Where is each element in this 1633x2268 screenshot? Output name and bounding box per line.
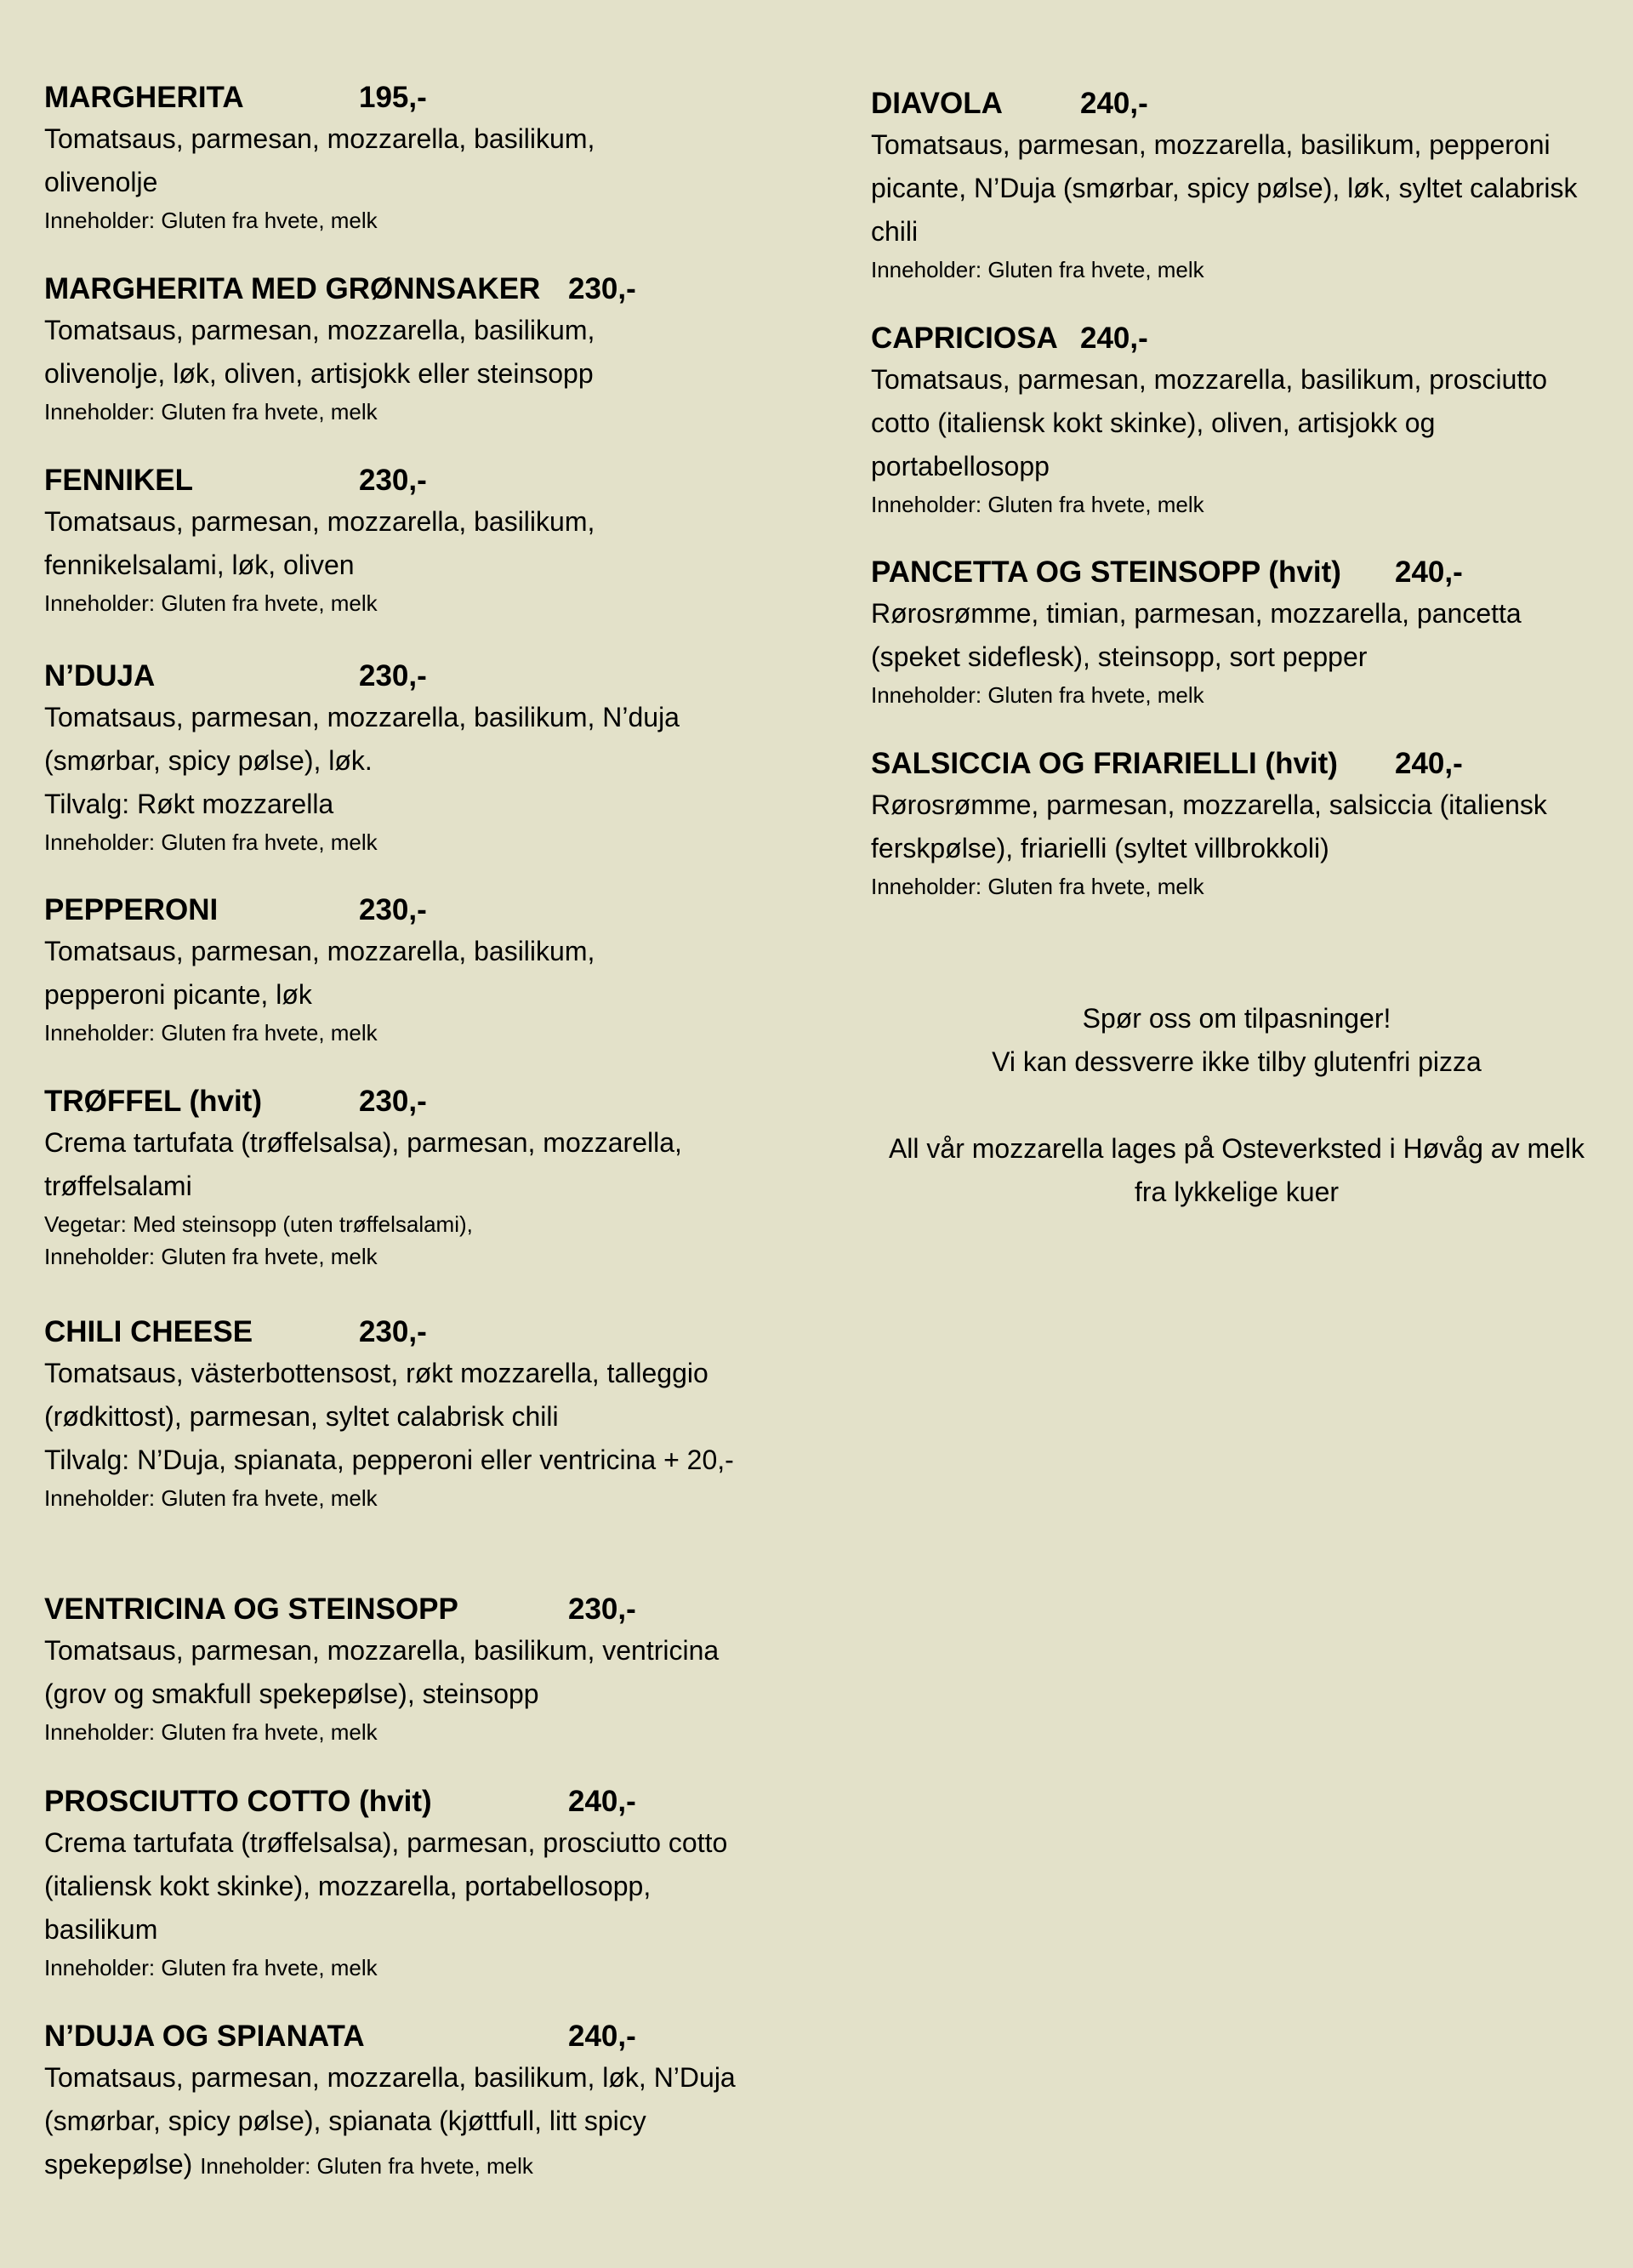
item-price: 230,- — [359, 1315, 427, 1348]
item-name: MARGHERITA — [44, 81, 244, 114]
item-name: SALSICCIA OG FRIARIELLI (hvit) — [871, 747, 1338, 780]
item-description: Crema tartufata (trøffelsalsa), parmesan, prosciutto cotto (italiensk kokt skinke), mozzarella, portabellosopp, basilikum — [44, 1827, 728, 1945]
item-description: Crema tartufata (trøffelsalsa), parmesan, mozzarella, trøffelsalami — [44, 1127, 682, 1201]
item-price: 240,- — [1080, 322, 1148, 355]
item-name: DIAVOLA — [871, 87, 1003, 120]
item-description — [44, 2056, 750, 2188]
item-name: CAPRICIOSA — [871, 322, 1058, 355]
item-description: Tomatsaus, parmesan, mozzarella, basilikum, prosciutto cotto (italiensk kokt skinke), oliven, artisjokk og portabellosopp — [871, 364, 1547, 482]
item-price: 230,- — [359, 1085, 427, 1118]
item-allergens: Inneholder: Gluten fra hvete, melk — [44, 208, 378, 233]
item-allergens: Inneholder: Gluten fra hvete, melk — [44, 1485, 378, 1511]
item-allergens: Inneholder: Gluten fra hvete, melk — [871, 257, 1204, 282]
item-allergens: Inneholder: Gluten fra hvete, melk — [44, 590, 378, 616]
menu-item-pepperoni — [44, 891, 691, 1049]
notice-customization: Spør oss om tilpasninger! — [1082, 1003, 1391, 1034]
item-name: PANCETTA OG STEINSOPP (hvit) — [871, 556, 1341, 589]
item-description: Tomatsaus, parmesan, mozzarella, basilikum, pepperoni picante, løk — [44, 936, 595, 1010]
item-allergens: Inneholder: Gluten fra hvete, melk — [44, 1955, 378, 1980]
item-name: CHILI CHEESE — [44, 1315, 253, 1348]
item-description-text: Tomatsaus, parmesan, mozzarella, basilikum, løk, N’Duja (smørbar, spicy pølse), spianata (kjøttfull, litt spicy spekepølse) — [44, 2062, 736, 2180]
item-name: PEPPERONI — [44, 893, 219, 926]
item-allergens: Inneholder: Gluten fra hvete, melk — [44, 829, 378, 855]
item-description: Tomatsaus, parmesan, mozzarella, basilikum, olivenolje — [44, 123, 595, 197]
item-price: 240,- — [1395, 747, 1463, 780]
item-allergens: Inneholder: Gluten fra hvete, melk — [200, 2153, 533, 2179]
item-description: Tomatsaus, parmesan, mozzarella, basilikum, ventricina (grov og smakfull spekepølse), steinsopp — [44, 1635, 720, 1709]
item-price: 240,- — [1080, 87, 1148, 120]
item-price: 230,- — [359, 893, 427, 926]
menu-item-margherita-med-gronnsaker — [44, 270, 691, 428]
item-allergens: Inneholder: Gluten fra hvete, melk — [44, 1719, 378, 1745]
item-name: FENNIKEL — [44, 464, 193, 497]
item-price: 195,- — [359, 81, 427, 114]
item-description: Tomatsaus, västerbottensost, røkt mozzarella, talleggio (rødkittost), parmesan, syltet calabrisk chili — [44, 1358, 708, 1432]
item-allergens: Inneholder: Gluten fra hvete, melk — [44, 1244, 378, 1269]
item-allergens: Inneholder: Gluten fra hvete, melk — [44, 1020, 378, 1046]
menu-item-nduja — [44, 657, 742, 858]
notice-mozzarella: All vår mozzarella lages på Osteverksted i Høvåg av melk fra lykkelige kuer — [888, 1133, 1585, 1207]
item-description: Tomatsaus, parmesan, mozzarella, basilikum, olivenolje, løk, oliven, artisjokk eller steinsopp — [44, 315, 595, 389]
item-allergens: Inneholder: Gluten fra hvete, melk — [871, 492, 1204, 517]
menu-item-prosciutto-cotto — [44, 1782, 750, 1984]
item-name: MARGHERITA MED GRØNNSAKER — [44, 272, 541, 305]
menu-item-nduja-og-spianata — [44, 2017, 750, 2188]
menu-item-troffel — [44, 1082, 750, 1273]
item-description: Rørosrømme, timian, parmesan, mozzarella, pancetta (speket sideflesk), steinsopp, sort pepper — [871, 598, 1522, 672]
item-vegetarian-note: Vegetar: Med steinsopp (uten trøffelsalami), — [44, 1211, 473, 1237]
item-price: 230,- — [359, 659, 427, 692]
menu-item-pancetta-og-steinsopp — [871, 553, 1602, 711]
item-allergens: Inneholder: Gluten fra hvete, melk — [871, 874, 1204, 899]
item-description: Tomatsaus, parmesan, mozzarella, basilikum, N’duja (smørbar, spicy pølse), løk. — [44, 702, 680, 776]
item-allergens: Inneholder: Gluten fra hvete, melk — [44, 399, 378, 425]
menu-item-capriciosa — [871, 319, 1602, 521]
item-price: 240,- — [568, 2020, 636, 2053]
menu-item-salsiccia-og-friarielli — [871, 744, 1602, 903]
menu-item-fennikel — [44, 461, 691, 619]
item-description: Rørosrømme, parmesan, mozzarella, salsiccia (italiensk ferskpølse), friarielli (syltet villbrokkoli) — [871, 789, 1547, 863]
item-name: N’DUJA — [44, 659, 156, 692]
customer-notice — [871, 997, 1602, 1214]
item-addon: Tilvalg: N’Duja, spianata, pepperoni eller ventricina + 20,- — [44, 1445, 734, 1475]
notice-gluten-free: Vi kan dessverre ikke tilby glutenfri pizza — [992, 1046, 1482, 1077]
item-price: 240,- — [1395, 556, 1463, 589]
item-price: 240,- — [568, 1785, 636, 1818]
item-name: VENTRICINA OG STEINSOPP — [44, 1593, 458, 1626]
item-name: N’DUJA OG SPIANATA — [44, 2020, 365, 2053]
item-allergens: Inneholder: Gluten fra hvete, melk — [871, 682, 1204, 708]
item-description: Tomatsaus, parmesan, mozzarella, basilikum, fennikelsalami, løk, oliven — [44, 506, 595, 580]
item-description: Tomatsaus, parmesan, mozzarella, basilikum, pepperoni picante, N’Duja (smørbar, spicy pølse), løk, syltet calabrisk chili — [871, 129, 1578, 247]
menu-item-chili-cheese — [44, 1313, 750, 1514]
item-name: TRØFFEL (hvit) — [44, 1085, 262, 1118]
item-price: 230,- — [359, 464, 427, 497]
menu-item-ventricina-og-steinsopp — [44, 1590, 776, 1748]
menu-item-diavola — [871, 84, 1602, 286]
item-price: 230,- — [568, 1593, 636, 1626]
item-addon: Tilvalg: Røkt mozzarella — [44, 789, 334, 819]
item-price: 230,- — [568, 272, 636, 305]
menu-item-margherita — [44, 78, 691, 236]
item-name: PROSCIUTTO COTTO (hvit) — [44, 1785, 432, 1818]
